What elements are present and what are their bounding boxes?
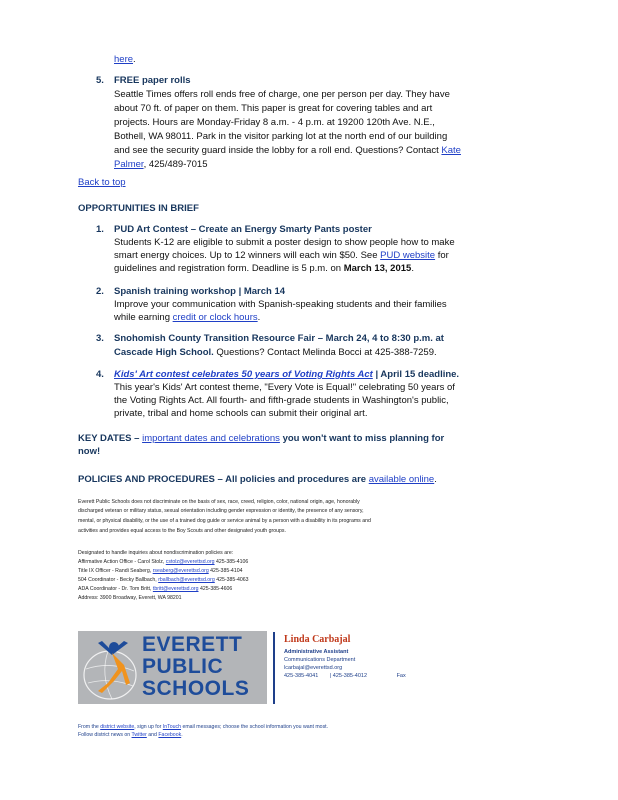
contact-affirmative	[78, 559, 248, 566]
opp1-number: 1.	[96, 224, 104, 235]
policies-online-link[interactable]: available online	[368, 474, 435, 485]
contact-phone: 425-385-4606	[199, 586, 233, 592]
facebook-link[interactable]: Facebook	[158, 732, 182, 738]
opp1-title: PUD Art Contest – Create an Energy Smarty Pants poster	[114, 224, 372, 235]
palmer-link[interactable]: Palmer	[114, 159, 144, 170]
everett-public-schools-logo	[78, 631, 267, 704]
key-dates-rest: you won't want to miss planning for	[282, 433, 445, 444]
back-to-top-link[interactable]: Back to top	[78, 177, 126, 188]
globe-outline	[84, 651, 136, 699]
opp1-line-1: Students K-12 are eligible to submit a poster design to show people how to make	[114, 237, 455, 248]
back-to-top-line	[78, 175, 126, 190]
contact-email-link[interactable]: rseaberg@everettsd.org	[152, 568, 209, 574]
footer-text: and	[148, 732, 157, 738]
opp4-number: 4.	[96, 369, 104, 380]
signature-phone-b: 425-385-4012	[332, 673, 368, 679]
opp2-line-1: Improve your communication with Spanish-speaking students and their families	[114, 299, 447, 310]
opp4-line-2: the Voting Rights Act. All fourth- and fifth-grade students in Washington's public,	[114, 395, 449, 406]
policies-line	[78, 472, 437, 487]
footer-line-1	[78, 724, 328, 731]
signature-title: Administrative Assistant	[284, 649, 349, 655]
contact-role: Affirmative Action Office - Carol Stolz,	[78, 559, 165, 565]
key-dates-line-2: now!	[78, 446, 101, 457]
opp1-end: .	[411, 263, 414, 274]
nondiscrimination-line-4: activities and provides equal access to the Boy Scouts and other designated youth groups.	[78, 528, 286, 534]
opp1-line-3	[114, 261, 414, 276]
signature-divider	[273, 632, 275, 704]
here-link[interactable]: here	[114, 54, 134, 65]
contact-email-link[interactable]: rballbach@everettsd.org	[158, 577, 215, 583]
contact-role: 504 Coordinator - Becky Ballbach,	[78, 577, 157, 583]
opp1-after-link: for	[437, 250, 449, 261]
contact-phone: 425-385-4104	[210, 568, 243, 574]
kids-art-contest-link[interactable]: Kids' Art contest celebrates 50 years of Voting Rights Act	[114, 369, 373, 380]
signature-email: lcarbajal@everettsd.org	[284, 665, 343, 671]
contact-email-link[interactable]: cstolz@everettsd.org	[165, 559, 215, 565]
signature-name: Linda Carbajal	[284, 634, 351, 645]
pud-website-link[interactable]: PUD website	[380, 250, 436, 261]
footer-text: From the	[78, 724, 99, 730]
signature-phone-a: 425-385-4041	[284, 673, 319, 679]
opp2-line-2-text: while earning	[114, 312, 170, 323]
contact-title-ix	[78, 568, 242, 575]
nondiscrimination-line-1: Everett Public Schools does not discriminate on the basis of sex, race, creed, religion, color, national origin, age, honorably	[78, 499, 360, 505]
contact-phone: 425-385-4063	[216, 577, 249, 583]
opp4-line-1: This year's Kids' Art contest theme, "Every Vote is Equal!" celebrating 50 years of	[114, 382, 455, 393]
logo-line-3: SCHOOLS	[142, 677, 250, 700]
contact-role: ADA Coordinator - Dr. Tom Britt,	[78, 586, 152, 592]
item5-line-3: projects. Hours are Monday-Friday 8 a.m. - 4 p.m. at 19200 120th Ave. N.E.,	[114, 117, 435, 128]
district-website-link[interactable]: district website	[100, 724, 135, 730]
key-dates-dash: –	[134, 433, 140, 444]
opp1-line-3-text: guidelines and registration form. Deadline is 5 p.m. on	[114, 263, 342, 274]
key-dates-label: KEY DATES	[78, 433, 132, 444]
figure-body	[98, 653, 130, 693]
opp2-title: Spanish training workshop | March 14	[114, 286, 286, 297]
item5-line-2: about 70 ft. of paper on them. This paper is great for covering tables and art	[114, 103, 433, 114]
footer-text: , sign up for	[134, 724, 162, 730]
logo-line-2: PUBLIC	[142, 655, 224, 678]
item5-line-5-text: and see the security guard inside the lobby for a roll end. Questions? Contact	[114, 145, 439, 156]
intouch-link[interactable]: InTouch	[162, 724, 181, 730]
footer-text: email messages; choose the school information you want most.	[182, 724, 329, 730]
item5-number: 5.	[96, 75, 104, 86]
policies-rest: – All policies and procedures are	[217, 474, 367, 485]
policies-label: POLICIES AND PROCEDURES	[78, 474, 215, 485]
opp3-title-line-2: Cascade High School.	[114, 347, 214, 358]
opp4-line-3: private, tribal and home schools can submit their original art.	[114, 408, 368, 419]
address-line: Address: 3900 Broadway, Everett, WA 98201	[78, 595, 182, 601]
here-link-line: here.	[114, 54, 136, 65]
opp2-end: .	[257, 312, 261, 323]
nondiscrimination-line-3: mental, or physical disability, or the use of a trained dog guide or service animal by a person with a disability in its programs and	[78, 518, 371, 524]
item5-title: FREE paper rolls	[114, 75, 191, 86]
signature-fax: Fax	[396, 673, 406, 679]
designated-line: Designated to handle inquiries about nondiscrimination policies are:	[78, 550, 234, 556]
opp1-line-2-text: smart energy choices. Up to 12 winners will each win $50. See	[114, 250, 378, 261]
important-dates-link[interactable]: important dates and celebrations	[142, 433, 280, 444]
item5-line-5	[114, 143, 461, 158]
opp4-title-rest: | April 15 deadline.	[375, 369, 460, 380]
globe-line	[105, 651, 112, 699]
contact-ada	[78, 586, 232, 593]
kate-link[interactable]: Kate	[441, 145, 461, 156]
twitter-link[interactable]: Twitter	[131, 732, 147, 738]
nondiscrimination-line-2: discharged veteran or military status, sexual orientation including gender expression or identity, the presence of any sensory,	[78, 508, 364, 514]
contact-504	[78, 577, 249, 584]
footer-text: .	[181, 732, 183, 738]
opp1-deadline: March 13, 2015	[343, 263, 412, 274]
signature-dept: Communications Department	[284, 657, 356, 663]
opp2-line-2	[114, 310, 260, 325]
policies-end: .	[434, 474, 437, 485]
logo-line-1: EVERETT	[142, 633, 243, 656]
contact-phone: , 425/489-7015	[143, 159, 208, 170]
opp2-number: 2.	[96, 286, 104, 297]
contact-role: Title IX Officer - Randi Seaberg,	[78, 568, 152, 574]
opp3-line-2	[114, 345, 437, 360]
footer-line-2	[78, 732, 183, 739]
contact-phone: 425-385-4106	[216, 559, 249, 565]
credit-hours-link[interactable]: credit or clock hours	[172, 312, 258, 323]
item5-line-1: Seattle Times offers roll ends free of charge, one per person per day. They have	[114, 89, 450, 100]
key-dates-line	[78, 431, 444, 446]
item5-line-4: Bothell, WA 98011. Park in the visitor parking lot at the north end of our building	[114, 131, 448, 142]
contact-email-link[interactable]: tbritt@everettsd.org	[152, 586, 199, 592]
opp3-number: 3.	[96, 333, 104, 344]
signature-phones: 425-385-4041 | 425-385-4012 Fax	[284, 673, 406, 679]
footer-text: Follow district news on	[78, 732, 131, 738]
opp3-rest: Questions? Contact Melinda Bocci at 425-388-7259.	[216, 347, 437, 358]
globe-line	[86, 665, 134, 671]
item5-line-6	[114, 157, 208, 172]
opp3-title-line-1: Snohomish County Transition Resource Fair – March 24, 4 to 8:30 p.m. at	[114, 333, 444, 344]
opportunities-heading: OPPORTUNITIES IN BRIEF	[78, 203, 199, 214]
